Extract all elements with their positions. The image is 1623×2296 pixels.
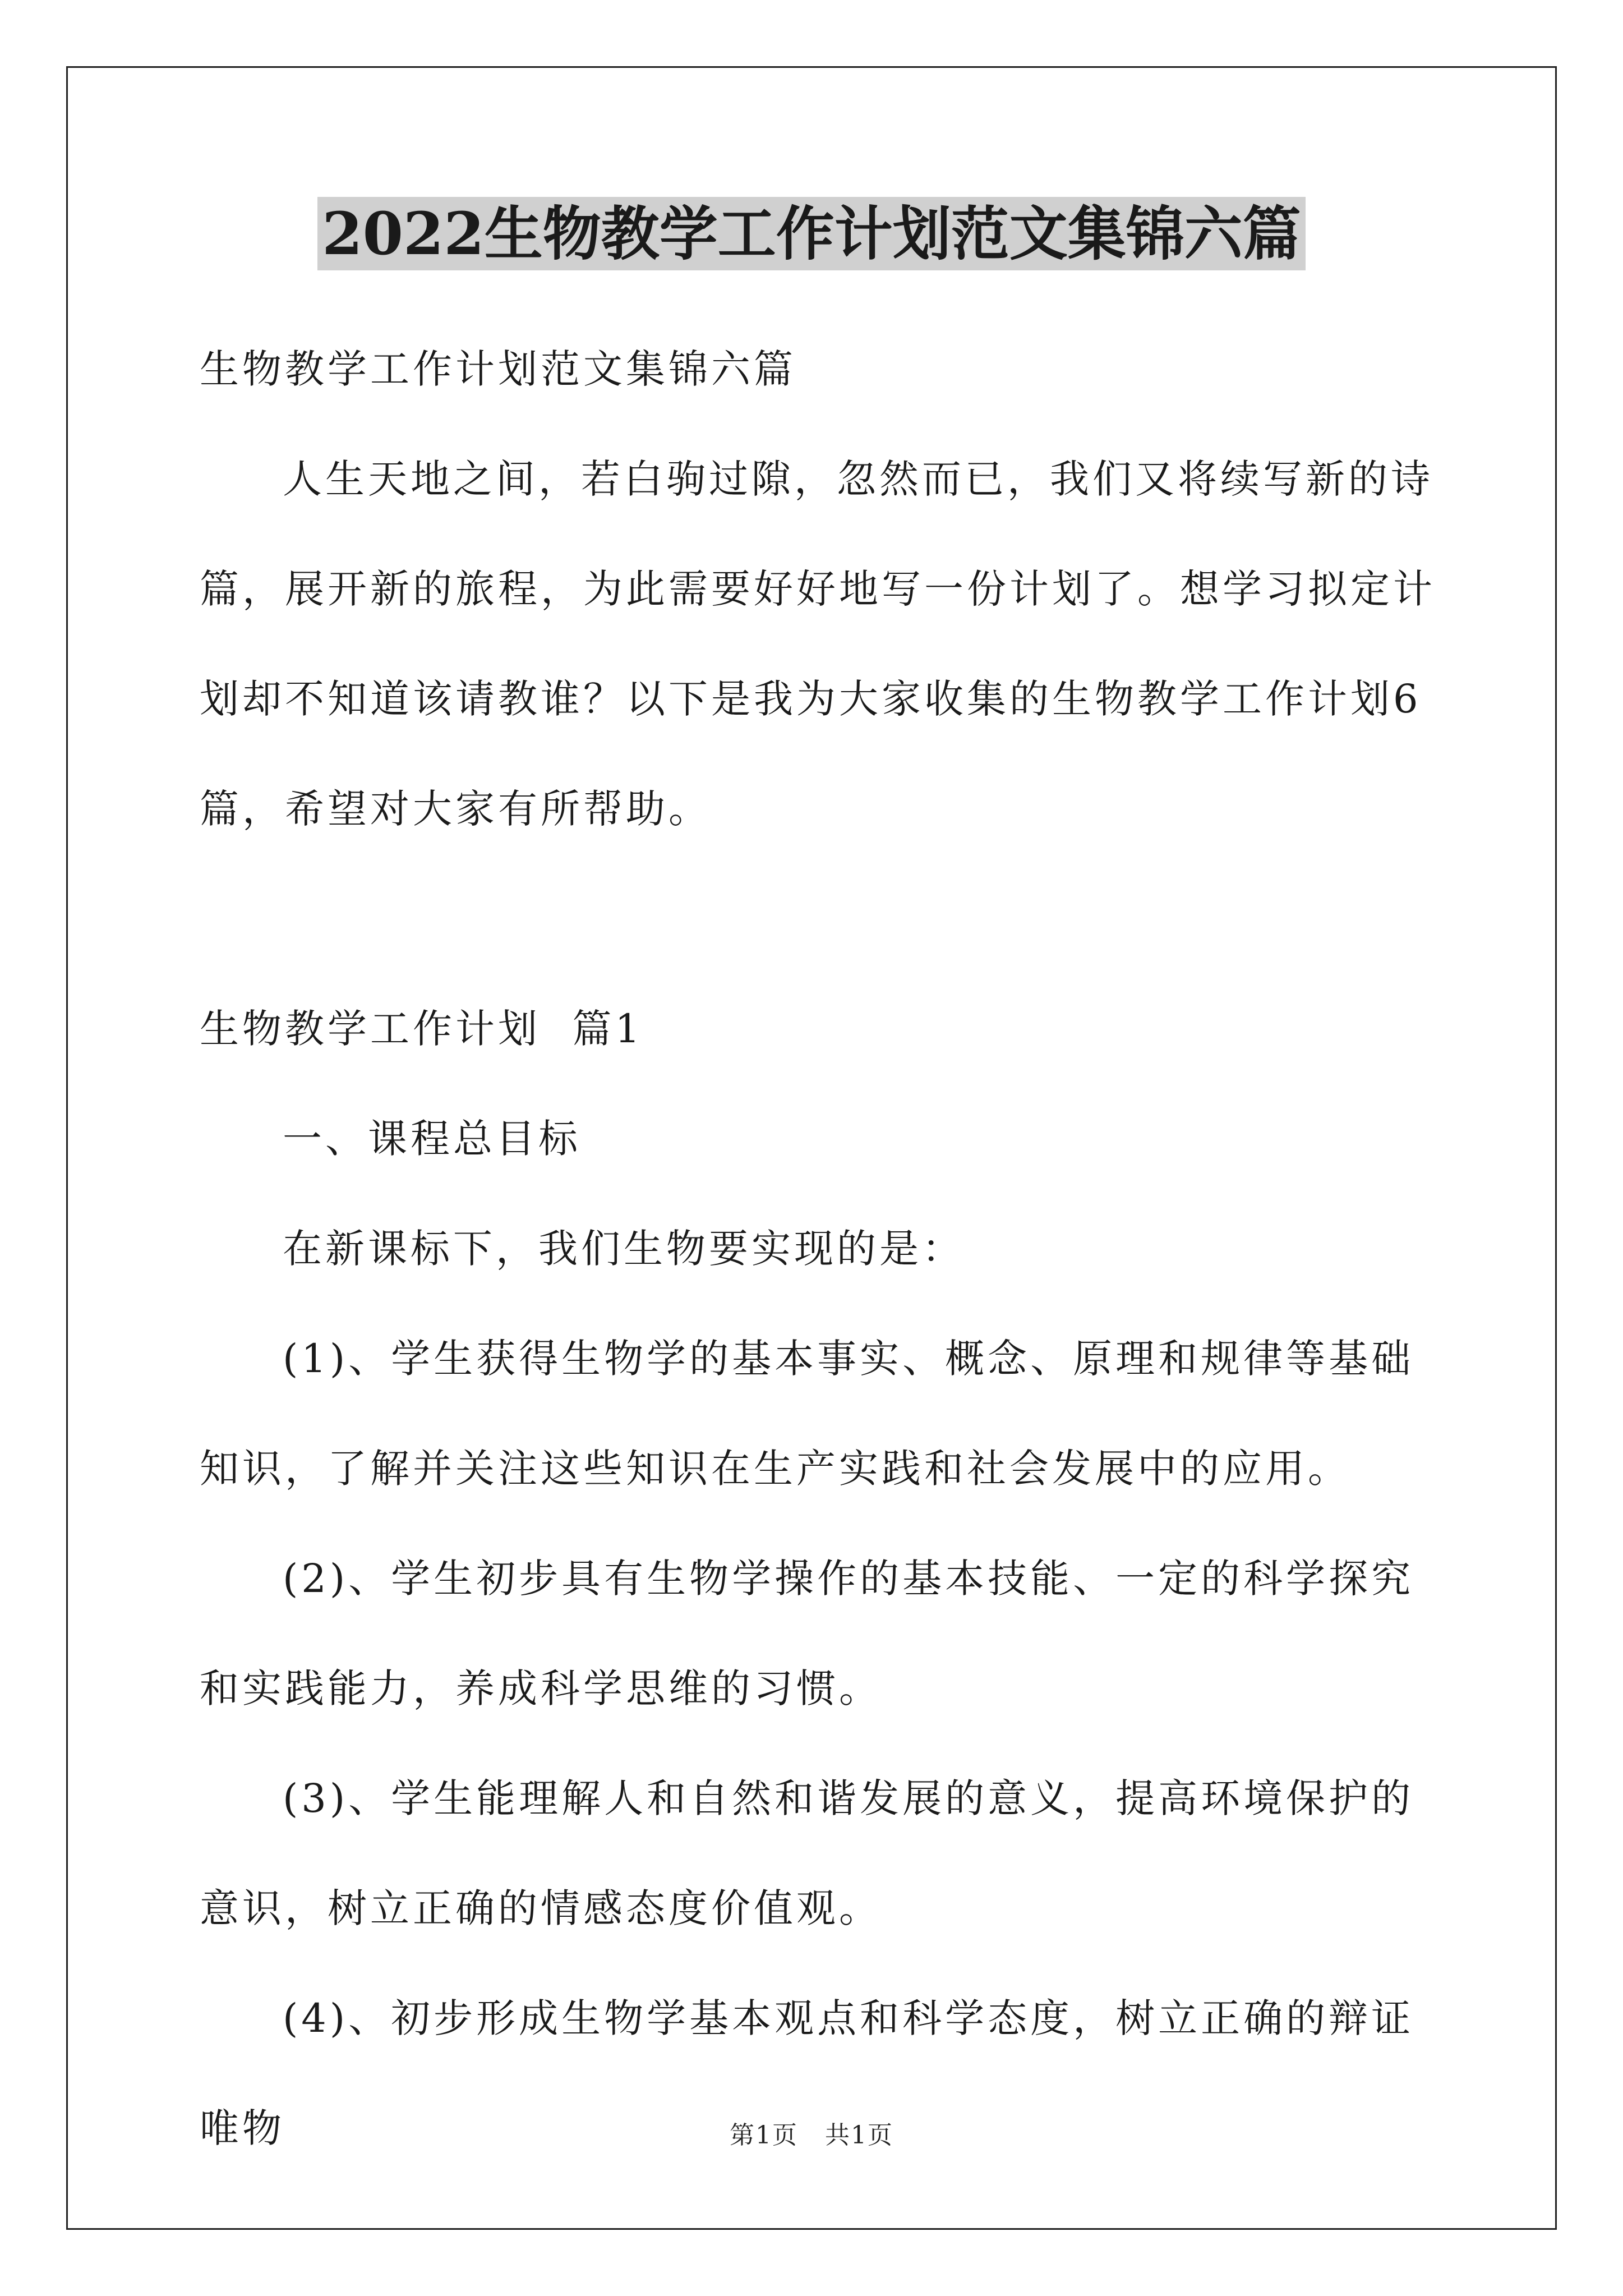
intro-paragraph: 人生天地之间，若白驹过隙，忽然而已，我们又将续写新的诗篇，展开新的旅程，为此需要好好地写一份计划了。想学习拟定计划却不知道该请教谁？以下是我为大家收集的生物教学工作计划6篇，希望对大家有所帮助。 — [200, 456, 1436, 832]
document-subtitle: 生物教学工作计划范文集锦六篇 — [200, 346, 796, 392]
page-number: 第1页 — [730, 2121, 798, 2150]
document-title — [0, 199, 1623, 269]
document-title-text: 2022生物教学工作计划范文集锦六篇 — [317, 197, 1305, 270]
section-lead: 在新课标下，我们生物要实现的是： — [283, 1226, 965, 1272]
list-item-2: (2)、学生初步具有生物学操作的基本技能、一定的科学探究和实践能力，养成科学思维的习惯。 — [200, 1556, 1414, 1711]
section-subheading: 一、课程总目标 — [283, 1116, 581, 1162]
page-total: 共1页 — [825, 2121, 893, 2150]
section-spacer — [200, 864, 1450, 974]
section-heading: 生物教学工作计划 篇1 — [200, 1006, 644, 1052]
page-footer — [0, 2115, 1623, 2151]
list-item-1: (1)、学生获得生物学的基本事实、概念、原理和规律等基础知识，了解并关注这些知识在生产实践和社会发展中的应用。 — [200, 1336, 1414, 1492]
document-body — [200, 314, 1450, 2183]
list-item-4: (4)、初步形成生物学基本观点和科学态度，树立正确的辩证唯物 — [200, 1995, 1414, 2151]
list-item-3: (3)、学生能理解人和自然和谐发展的意义，提高环境保护的意识，树立正确的情感态度价值观。 — [200, 1775, 1414, 1931]
